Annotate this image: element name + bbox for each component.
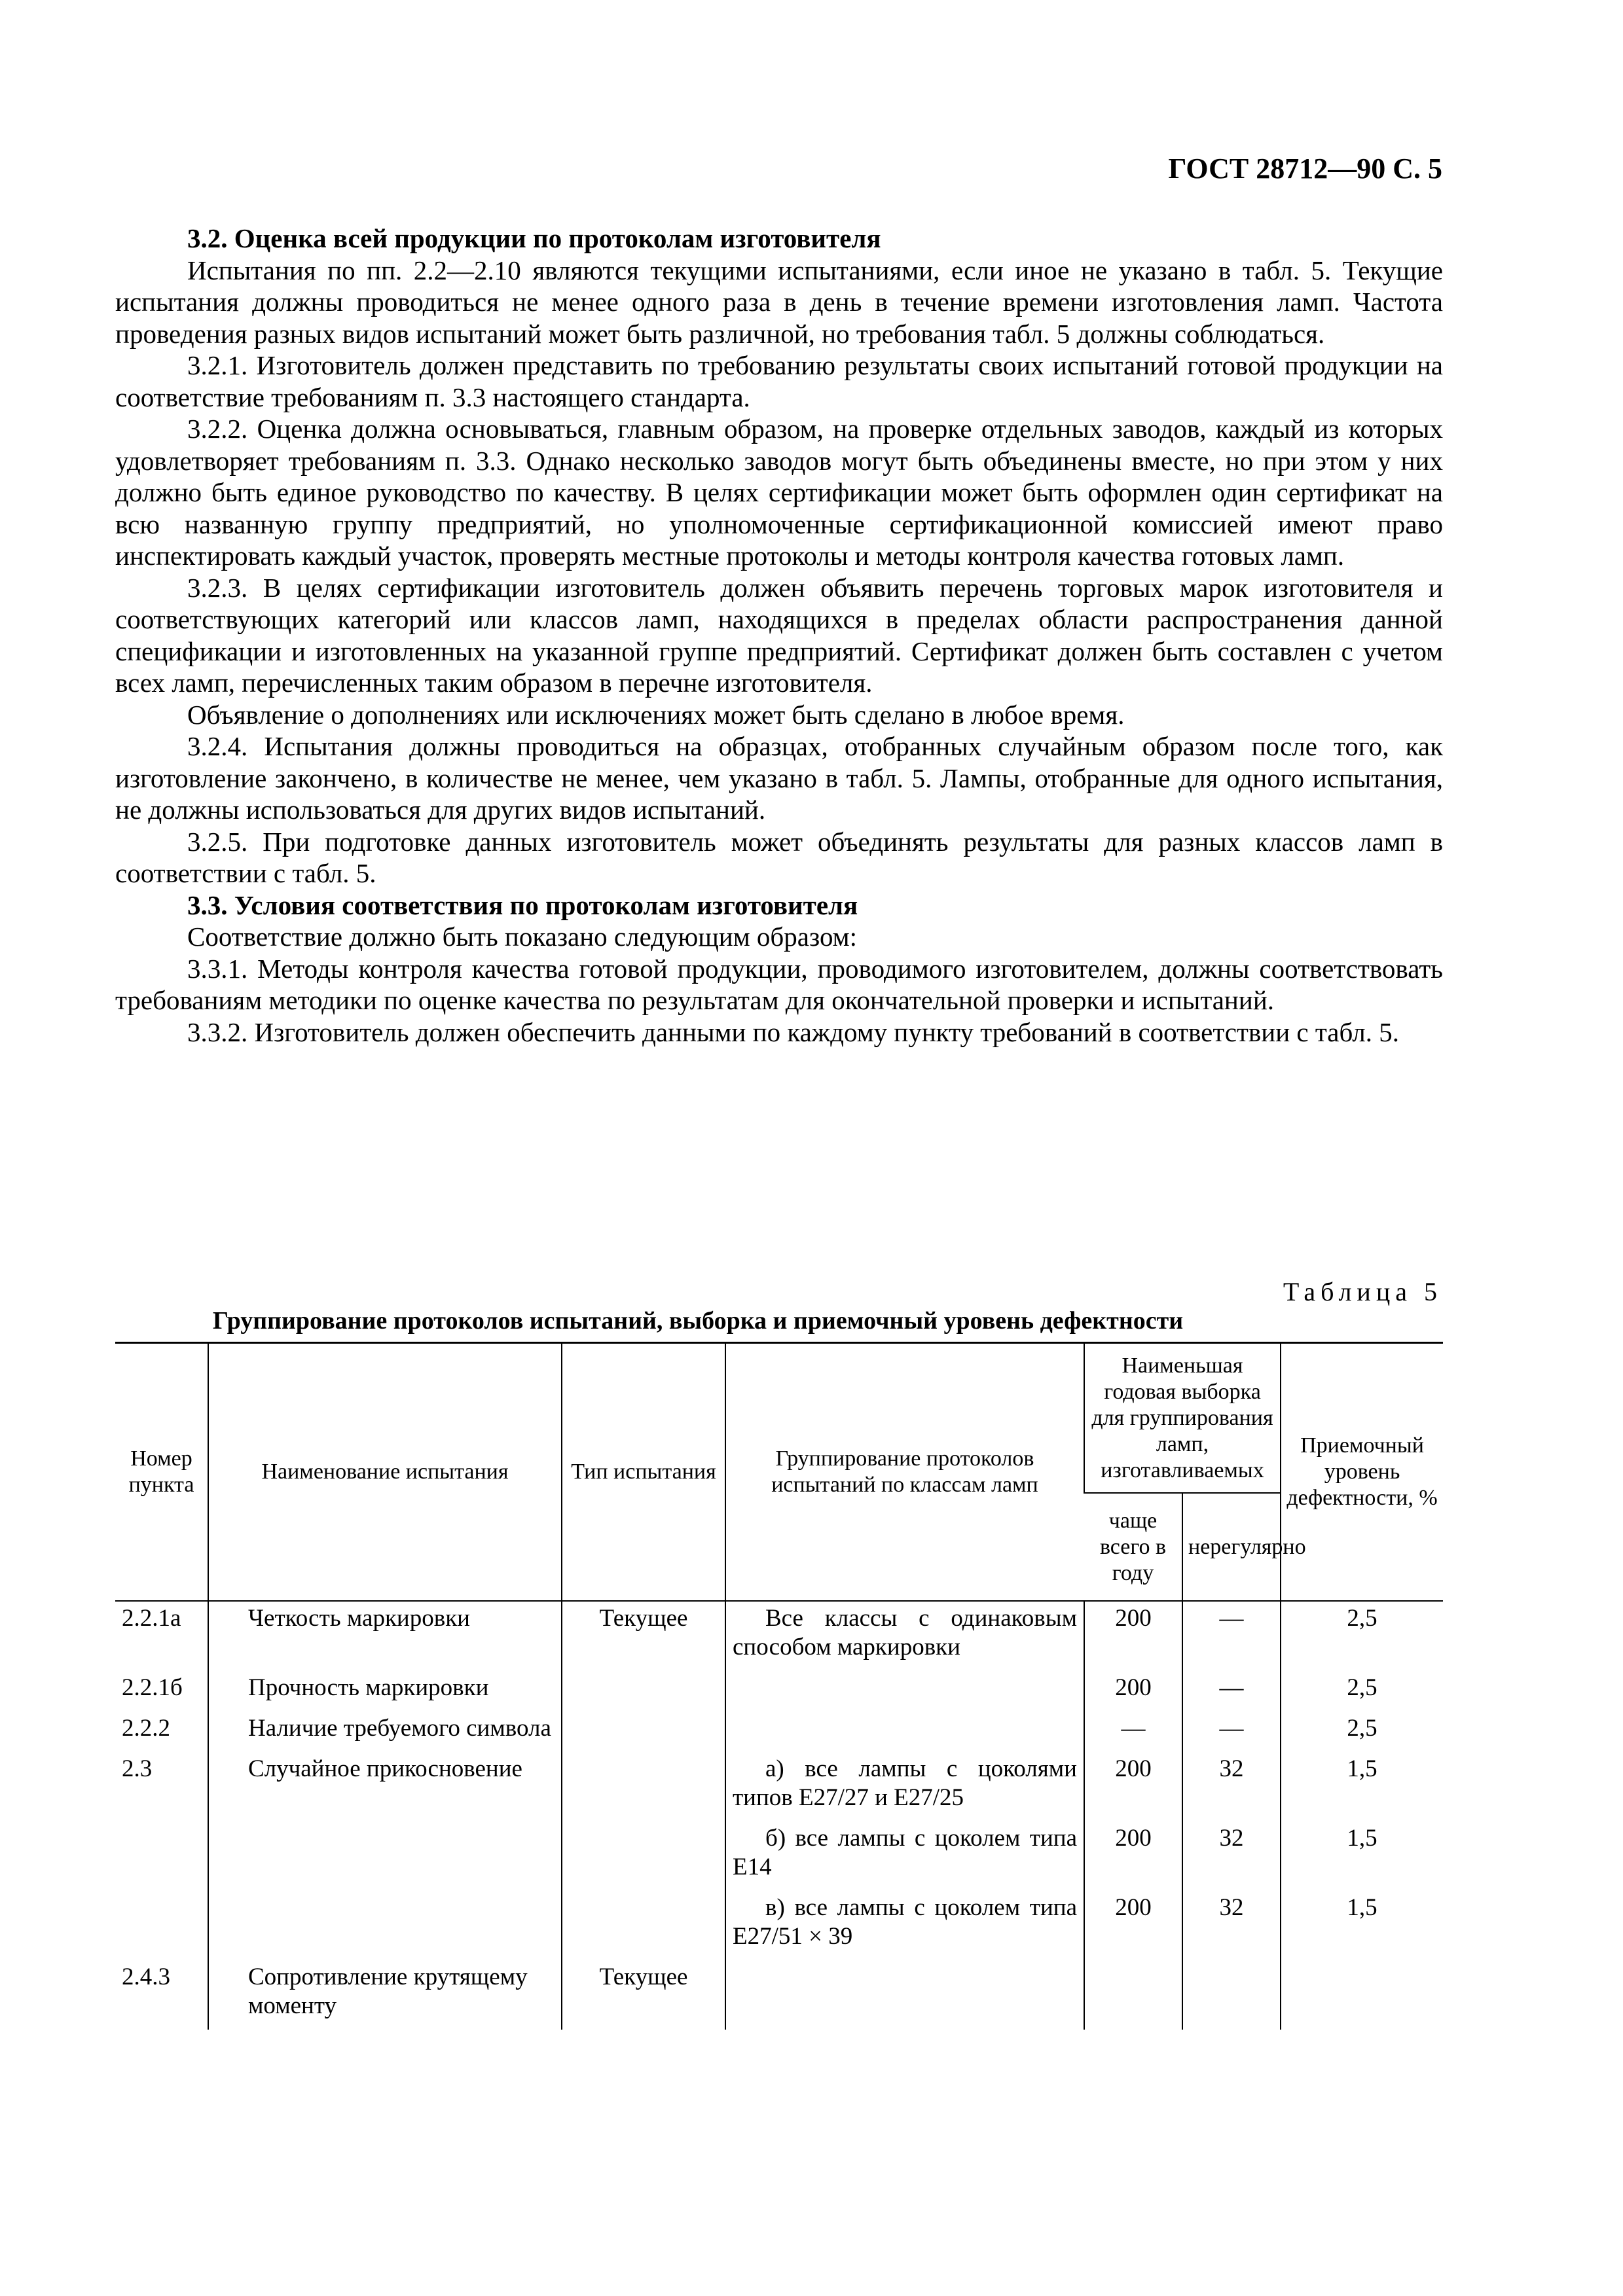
cell-often: 200 [1084,1821,1182,1891]
cell-name: Сопротивление крутящему моменту [208,1960,562,2030]
cell-aql: 1,5 [1281,1821,1443,1891]
cell-type [562,1891,725,1960]
cell-num: 2.3 [122,1755,153,1782]
table-title: Группирование протоколов испытаний, выборка и приемочный уровень дефектности [212,1307,1184,1335]
paragraph: 3.2.2. Оценка должна основываться, главным образом, на проверке отдельных заводов, каждый из которых удовлетворяет требованиям п. 3.3. Однако несколько заводов могут быть объединены вместе, но при этом у них должно быть единое руководство по качеству. В целях сертификации может быть оформлен один сертификат на всю названную группу предприятий, но уполномоченные сертификационной комиссией имеют право инспектировать каждый участок, проверять местные протоколы и методы контроля качества готовых ламп. [115,414,1443,571]
header-aql: Приемочный уровень дефектности, % [1281,1343,1443,1602]
cell-type [562,1752,725,1821]
table-row [115,1891,1443,1960]
document-body [115,223,1443,1048]
paragraph: Объявление о дополнениях или исключениях может быть сделано в любое время. [187,699,1125,730]
cell-group-text: а) все лампы с цоколями типов Е27/27 и Е27/25 [733,1755,1077,1811]
cell-irregular: — [1182,1671,1281,1712]
cell-often: 200 [1084,1601,1182,1671]
cell-group [725,1712,1084,1752]
cell-aql: 2,5 [1281,1601,1443,1671]
cell-num: 2.2.1а [122,1605,181,1632]
cell-irregular: 32 [1182,1891,1281,1960]
cell-type [562,1821,725,1891]
cell-type: Текущее [562,1960,725,2030]
paragraph: Испытания по пп. 2.2—2.10 являются текущими испытаниями, если иное не указано в табл. 5. Текущие испытания должны проводиться не менее одного раза в день в течение времени изготовления ламп. Частота проведения разных видов испытаний может быть различной, но требования табл. 5 должны соблюдаться. [115,255,1443,349]
cell-aql [1281,1960,1443,2030]
cell-num [115,1891,208,1960]
cell-name: Прочность маркировки [208,1671,562,1712]
table-row [115,1671,1443,1712]
cell-group [725,1601,1084,1671]
header-name: Наименование испытания [208,1343,562,1602]
header-sample: Наименьшая годовая выборка для группирования ламп, изготавливаемых [1084,1343,1281,1494]
table-row [115,1752,1443,1821]
cell-name [208,1891,562,1960]
cell-name [208,1821,562,1891]
paragraph: 3.2.3. В целях сертификации изготовитель должен объявить перечень торговых марок изготовителя и соответствующих категорий или классов ламп, находящихся в пределах области распространения данной спецификации и изготовленных на указанной группе предприятий. Сертификат должен быть составлен с учетом всех ламп, перечисленных таким образом в перечне изготовителя. [115,572,1443,698]
cell-aql: 2,5 [1281,1712,1443,1752]
paragraph: 3.2.1. Изготовитель должен представить по требованию результаты своих испытаний готовой продукции на соответствие требованиям п. 3.3 настоящего стандарта. [115,350,1443,412]
cell-type [562,1712,725,1752]
header-num: Номер пункта [115,1343,208,1602]
cell-group-text: в) все лампы с цоколем типа Е27/51 × 39 [733,1894,1077,1950]
cell-type: Текущее [562,1601,725,1671]
cell-group [725,1891,1084,1960]
cell-group [725,1752,1084,1821]
table-row [115,1712,1443,1752]
cell-aql: 1,5 [1281,1891,1443,1960]
header-type: Тип испытания [562,1343,725,1602]
cell-aql: 1,5 [1281,1752,1443,1821]
cell-irregular: 32 [1182,1821,1281,1891]
header-group: Группирование протоколов испытаний по классам ламп [725,1343,1084,1602]
cell-group [725,1671,1084,1712]
header-sample-often: чаще всего в году [1084,1493,1182,1601]
header-sample-irregular: нерегулярно [1182,1493,1281,1601]
cell-irregular: 32 [1182,1752,1281,1821]
paragraph: 3.2.4. Испытания должны проводиться на образцах, отобранных случайным образом после того, как изготовление закончено, в количестве не менее, чем указано в табл. 5. Лампы, отобранные для одного испытания, не должны использоваться для других видов испытаний. [115,731,1443,825]
cell-group-text: б) все лампы с цоколем типа Е14 [733,1825,1077,1880]
cell-group-text: Все классы с одинаковым способом маркировки [733,1605,1077,1660]
cell-name: Четкость маркировки [208,1601,562,1671]
table-row [115,1601,1443,1671]
section-title-3-2: 3.2. Оценка всей продукции по протоколам изготовителя [187,223,881,253]
paragraph: Соответствие должно быть показано следующим образом: [187,922,857,952]
table-label: Таблица 5 [1283,1277,1442,1306]
cell-group [725,1960,1084,2030]
cell-name: Наличие требуемого символа [208,1712,562,1752]
table-5 [115,1342,1443,2030]
section-title-3-3: 3.3. Условия соответствия по протоколам изготовителя [187,889,858,920]
cell-num: 2.2.1б [122,1674,183,1701]
cell-often: 200 [1084,1752,1182,1821]
page-header: ГОСТ 28712—90 С. 5 [1168,152,1442,185]
cell-irregular [1182,1960,1281,2030]
paragraph: 3.2.5. При подготовке данных изготовитель может объединять результаты для разных классов ламп в соответствии с табл. 5. [115,826,1443,888]
paragraph: 3.3.2. Изготовитель должен обеспечить данными по каждому пункту требований в соответствии с табл. 5. [187,1016,1400,1047]
cell-often: 200 [1084,1671,1182,1712]
cell-num: 2.4.3 [122,1964,170,1990]
cell-aql: 2,5 [1281,1671,1443,1712]
cell-irregular: — [1182,1601,1281,1671]
cell-often [1084,1960,1182,2030]
cell-group [725,1821,1084,1891]
cell-often: — [1084,1712,1182,1752]
cell-irregular: — [1182,1712,1281,1752]
cell-type [562,1671,725,1712]
cell-num: 2.2.2 [122,1715,170,1742]
cell-name: Случайное прикосновение [208,1752,562,1821]
cell-num [115,1821,208,1891]
paragraph: 3.3.1. Методы контроля качества готовой продукции, проводимого изготовителем, должны соответствовать требованиям методики по оценке качества по результатам для окончательной проверки и испытаний. [115,953,1443,1015]
table-row [115,1960,1443,2030]
table-row [115,1821,1443,1891]
cell-often: 200 [1084,1891,1182,1960]
